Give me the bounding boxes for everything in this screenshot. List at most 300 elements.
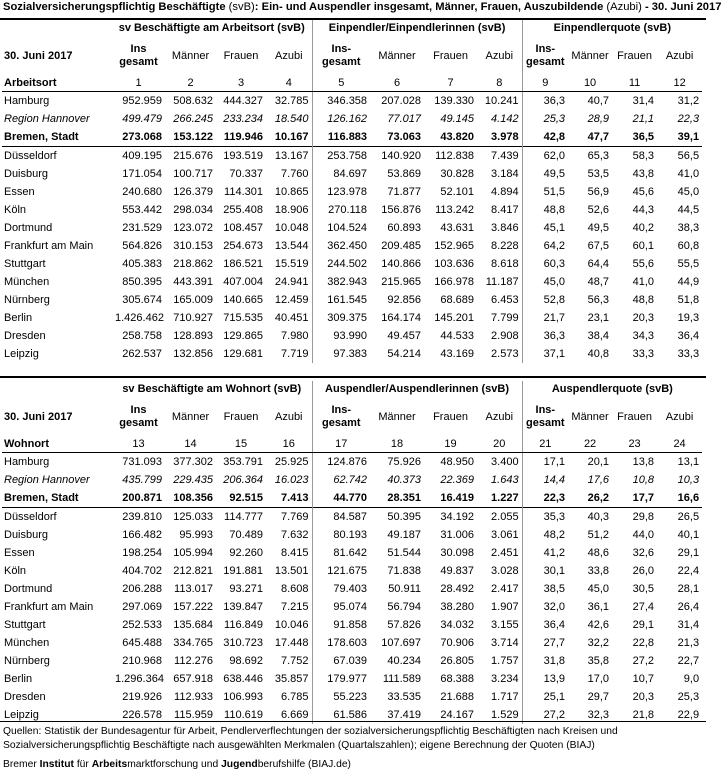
table-cell: 209.485 — [381, 240, 422, 252]
table-cell: 10.241 — [484, 95, 519, 107]
table-cell: 135.684 — [173, 619, 213, 631]
table-cell: 34,3 — [632, 330, 655, 342]
table-cell: 21.688 — [440, 691, 475, 703]
table-cell: 48,2 — [522, 526, 568, 544]
table-cell: 113.242 — [435, 204, 475, 216]
table-cell: 53,5 — [587, 168, 610, 180]
table-cell: 3.061 — [491, 529, 519, 541]
table-cell: 26,0 — [632, 565, 655, 577]
table-cell: 31,8 — [522, 652, 568, 670]
table-cell: 334.765 — [173, 637, 213, 649]
table-cell: 48.950 — [440, 456, 475, 468]
column-header: Männer — [171, 49, 210, 62]
column-header: Ins- gesamt — [522, 37, 568, 75]
table-row — [2, 219, 702, 237]
table-cell: 128.893 — [173, 330, 213, 342]
table-cell: 6.669 — [280, 709, 309, 721]
table-cell: 7.719 — [281, 348, 309, 360]
table-cell: 61.586 — [312, 706, 370, 724]
table-cell: 115.959 — [174, 709, 213, 721]
table-cell: 191.881 — [223, 565, 263, 577]
table-cell: 48,7 — [587, 276, 610, 288]
table-cell: 16,6 — [677, 492, 700, 504]
table-cell: 178.603 — [312, 634, 370, 652]
table-cell: 38,4 — [587, 330, 610, 342]
table-cell: 107.697 — [381, 637, 422, 649]
row-label: Frankfurt am Main — [4, 240, 94, 252]
column-number: 12 — [657, 75, 702, 92]
table-cell: 34.032 — [440, 619, 475, 631]
group1-header: sv Beschäftigte am Arbeitsort (svB) — [118, 22, 305, 34]
institute-credit: Bremer Institut für Arbeitsmarktforschung und Jugendberufshilfe (BIAJ.de) — [3, 759, 351, 770]
group3-header: Auspendlerquote (svB) — [522, 381, 702, 398]
wohnort-table — [2, 381, 702, 724]
table-cell: 206.364 — [223, 474, 263, 486]
table-cell: 35,8 — [587, 655, 610, 667]
source-note — [3, 725, 618, 753]
table-cell: 19,3 — [677, 312, 700, 324]
table-cell: 305.674 — [122, 294, 162, 306]
table-cell: 15.519 — [274, 258, 309, 270]
column-header: Männer — [571, 49, 609, 62]
table-cell: 266.245 — [173, 113, 213, 125]
table-cell: 70.337 — [229, 168, 263, 180]
date-label: 30. Juni 2017 — [4, 410, 73, 423]
row-label: Hamburg — [4, 456, 50, 468]
table-cell: 26.805 — [440, 655, 475, 667]
row-label: Dortmund — [4, 583, 53, 595]
title-mid: : Ein- und Auspendler insgesamt, Männer, Frauen, Auszubildende — [254, 1, 604, 13]
table-cell: 153.122 — [173, 131, 213, 143]
table-row — [2, 147, 702, 166]
table-cell: 553.442 — [122, 204, 162, 216]
table-cell: 21,7 — [522, 309, 568, 327]
table-cell: 31,2 — [677, 95, 700, 107]
table-cell: 20,1 — [587, 456, 610, 468]
table-cell: 41,0 — [677, 168, 700, 180]
row-label: Nürnberg — [4, 655, 50, 667]
column-header: Ins- gesamt — [312, 398, 370, 436]
table-cell: 33,3 — [677, 348, 700, 360]
column-number: 13 — [112, 436, 165, 453]
table-cell: 55,6 — [632, 258, 655, 270]
table-cell: 7.760 — [281, 168, 309, 180]
table-cell: 64,2 — [522, 237, 568, 255]
table-cell: 16.419 — [440, 492, 475, 504]
arbeitsort-table — [2, 20, 702, 363]
column-number: 17 — [312, 436, 370, 453]
row-label: Hamburg — [4, 95, 50, 107]
table-cell: 3.028 — [491, 565, 519, 577]
column-header: Frauen — [617, 410, 652, 423]
table-cell: 193.519 — [216, 147, 266, 166]
table-cell: 31.006 — [440, 529, 475, 541]
table-cell: 239.810 — [112, 508, 165, 527]
row-label: Essen — [4, 186, 35, 198]
table-row — [2, 327, 702, 345]
table-cell: 71.838 — [387, 565, 422, 577]
table-cell: 112.838 — [424, 147, 477, 166]
table-cell: 409.195 — [112, 147, 165, 166]
table-cell: 382.943 — [312, 273, 370, 291]
table-row — [2, 201, 702, 219]
table-cell: 2.573 — [491, 348, 519, 360]
table-row — [2, 634, 702, 652]
table-cell: 362.450 — [312, 237, 370, 255]
table-cell: 22,3 — [522, 489, 568, 508]
table-cell: 6.785 — [280, 691, 309, 703]
table-cell: 36,4 — [522, 616, 568, 634]
table-cell: 49.145 — [440, 113, 475, 125]
column-number: 21 — [522, 436, 568, 453]
table-cell: 3.234 — [491, 673, 519, 685]
column-number: 22 — [568, 436, 612, 453]
column-number-row — [2, 436, 702, 453]
table-cell: 252.533 — [122, 619, 162, 631]
column-header-row — [2, 398, 702, 436]
arbeitsort-body — [2, 20, 702, 363]
table-cell: 297.069 — [122, 601, 162, 613]
column-header: Männer — [571, 410, 609, 423]
table-cell: 37,1 — [522, 345, 568, 363]
table-cell: 7.769 — [266, 508, 312, 527]
table-cell: 2.451 — [491, 547, 519, 559]
table-row — [2, 508, 702, 527]
table-cell: 25,3 — [677, 691, 700, 703]
row-label: Köln — [4, 565, 27, 577]
row-label: Düsseldorf — [2, 508, 112, 527]
table-cell: 157.222 — [173, 601, 213, 613]
table-cell: 29,8 — [612, 508, 657, 527]
table-cell: 45,0 — [587, 583, 610, 595]
table-row — [2, 165, 702, 183]
table-cell: 32,2 — [587, 637, 610, 649]
table-cell: 111.589 — [382, 673, 422, 685]
table-cell: 84.587 — [312, 508, 370, 527]
row-label: Essen — [4, 547, 35, 559]
table-cell: 229.435 — [173, 474, 213, 486]
table-cell: 56,3 — [587, 294, 610, 306]
column-header: Männer — [171, 410, 210, 423]
table-cell: 23,1 — [587, 312, 610, 324]
table-cell: 17,6 — [587, 474, 610, 486]
column-number: 18 — [370, 436, 424, 453]
column-header: Frauen — [223, 410, 259, 423]
column-header: Azubi — [275, 49, 303, 62]
row-label: Nürnberg — [4, 294, 50, 306]
table-cell: 29,7 — [587, 691, 610, 703]
table-cell: 7.980 — [281, 330, 309, 342]
table-cell: 51.544 — [387, 547, 422, 559]
table-cell: 28.492 — [440, 583, 475, 595]
table-cell: 110.619 — [224, 709, 263, 721]
column-header: Ins- gesamt — [522, 398, 568, 436]
table-cell: 13.501 — [274, 565, 309, 577]
table-cell: 13,8 — [632, 456, 655, 468]
table-cell: 2.417 — [491, 583, 519, 595]
table-cell: 62,0 — [522, 147, 568, 166]
table-cell: 44.770 — [312, 489, 370, 508]
table-cell: 8.618 — [491, 258, 519, 270]
row-label: Region Hannover — [4, 474, 90, 486]
table-cell: 16.023 — [274, 474, 309, 486]
table-cell: 145.201 — [434, 312, 475, 324]
table-cell: 50.911 — [388, 583, 422, 595]
table-cell: 3.400 — [491, 456, 519, 468]
table-cell: 21,1 — [632, 113, 655, 125]
wohnort-body — [2, 381, 702, 724]
table-cell: 407.004 — [223, 276, 263, 288]
table-cell: 7.632 — [280, 529, 309, 541]
table-cell: 36,5 — [632, 131, 655, 143]
page-title — [3, 1, 721, 13]
table-cell: 123.978 — [312, 183, 370, 201]
section-rule — [0, 376, 706, 378]
table-cell: 22,7 — [677, 655, 700, 667]
table-cell: 55.223 — [312, 688, 370, 706]
table-cell: 164.174 — [381, 312, 422, 324]
table-cell: 57.826 — [387, 619, 422, 631]
table-cell: 97.383 — [312, 345, 370, 363]
table-cell: 22,8 — [632, 637, 655, 649]
table-cell: 638.446 — [223, 673, 263, 685]
table-cell: 657.918 — [173, 673, 213, 685]
table-cell: 40,7 — [587, 95, 610, 107]
table-cell: 49,5 — [522, 165, 568, 183]
table-cell: 35,3 — [522, 508, 568, 527]
table-cell: 79.403 — [312, 580, 370, 598]
table-cell: 20,3 — [632, 312, 655, 324]
table-cell: 244.502 — [312, 255, 370, 273]
table-cell: 166.482 — [122, 529, 162, 541]
table-cell: 353.791 — [223, 456, 263, 468]
table-cell: 22.369 — [440, 474, 475, 486]
table-cell: 1.426.462 — [115, 312, 164, 324]
table-cell: 112.276 — [174, 655, 213, 667]
column-number: 4 — [266, 75, 312, 92]
table-cell: 40,2 — [632, 222, 655, 234]
group2-header: Einpendler/Einpendlerinnen (svB) — [312, 20, 522, 37]
table-cell: 240.680 — [122, 186, 162, 198]
table-cell: 10.046 — [274, 619, 309, 631]
table-cell: 112.933 — [174, 691, 213, 703]
table-cell: 68.689 — [440, 294, 475, 306]
table-cell: 270.118 — [312, 201, 370, 219]
table-cell: 152.965 — [434, 240, 475, 252]
table-cell: 41,0 — [632, 276, 655, 288]
table-cell: 18.906 — [274, 204, 309, 216]
table-cell: 14,4 — [522, 471, 568, 489]
table-cell: 52,6 — [587, 204, 610, 216]
table-cell: 377.302 — [173, 456, 213, 468]
column-number: 6 — [370, 75, 424, 92]
row-label: Duisburg — [4, 529, 49, 541]
table-cell: 77.017 — [387, 113, 422, 125]
table-cell: 124.876 — [312, 453, 370, 472]
table-cell: 45,6 — [632, 186, 655, 198]
table-cell: 161.545 — [312, 291, 370, 309]
table-cell: 68.388 — [440, 673, 475, 685]
table-cell: 30.828 — [440, 168, 475, 180]
table-cell: 171.054 — [122, 168, 162, 180]
table-cell: 139.330 — [434, 95, 475, 107]
table-cell: 43.820 — [440, 131, 475, 143]
column-number: 9 — [522, 75, 568, 92]
table-cell: 50.395 — [370, 508, 424, 527]
column-number: 16 — [266, 436, 312, 453]
table-cell: 10.167 — [274, 131, 309, 143]
table-cell: 310.723 — [223, 637, 263, 649]
table-row — [2, 598, 702, 616]
table-cell: 92.260 — [229, 547, 263, 559]
table-cell: 25.925 — [274, 456, 309, 468]
table-cell: 34.192 — [424, 508, 477, 527]
table-row — [2, 616, 702, 634]
table-cell: 30,5 — [632, 583, 655, 595]
table-cell: 32,0 — [522, 598, 568, 616]
table-cell: 45,1 — [522, 219, 568, 237]
table-cell: 27,7 — [522, 634, 568, 652]
table-cell: 207.028 — [381, 95, 422, 107]
table-cell: 215.676 — [165, 147, 216, 166]
table-cell: 12.459 — [274, 294, 309, 306]
table-cell: 731.093 — [122, 456, 162, 468]
row-label: Stuttgart — [4, 619, 46, 631]
column-number: 2 — [165, 75, 216, 92]
table-row — [2, 345, 702, 363]
table-cell: 17,7 — [632, 492, 655, 504]
table-cell: 28,9 — [587, 113, 610, 125]
table-cell: 26,2 — [587, 492, 610, 504]
table-cell: 31,4 — [632, 95, 655, 107]
row-label: Frankfurt am Main — [4, 601, 94, 613]
table-cell: 125.033 — [165, 508, 216, 527]
table-cell: 139.847 — [223, 601, 263, 613]
table-cell: 140.665 — [223, 294, 263, 306]
table-cell: 39,1 — [677, 131, 700, 143]
table-cell: 84.697 — [312, 165, 370, 183]
table-cell: 55,5 — [677, 258, 700, 270]
table-cell: 850.395 — [122, 276, 162, 288]
table-cell: 42,6 — [587, 619, 610, 631]
row-label: Berlin — [4, 673, 33, 685]
table-cell: 38.280 — [440, 601, 475, 613]
table-cell: 710.927 — [173, 312, 213, 324]
table-cell: 40,3 — [568, 508, 612, 527]
table-cell: 22,3 — [677, 113, 700, 125]
table-cell: 92.856 — [387, 294, 422, 306]
group-header-row — [2, 20, 702, 37]
table-cell: 7.799 — [491, 312, 519, 324]
table-row — [2, 92, 702, 111]
table-cell: 105.994 — [173, 547, 213, 559]
table-cell: 22,4 — [677, 565, 700, 577]
row-label: Bremen, Stadt — [4, 492, 79, 504]
table-cell: 6.453 — [491, 294, 519, 306]
table-cell: 123.072 — [173, 222, 213, 234]
table-cell: 40,8 — [587, 348, 610, 360]
table-cell: 49,5 — [587, 222, 610, 234]
table-cell: 27,2 — [522, 706, 568, 724]
table-cell: 38,5 — [522, 580, 568, 598]
column-number: 1 — [112, 75, 165, 92]
table-cell: 114.301 — [224, 186, 263, 198]
table-cell: 40.373 — [387, 474, 422, 486]
table-cell: 30,1 — [522, 562, 568, 580]
table-cell: 71.877 — [387, 186, 422, 198]
table-cell: 126.379 — [173, 186, 213, 198]
column-header: Azubi — [485, 49, 514, 62]
column-number: 10 — [568, 75, 612, 92]
table-cell: 28.351 — [387, 492, 422, 504]
table-cell: 103.636 — [434, 258, 475, 270]
column-header: Frauen — [223, 49, 259, 62]
table-cell: 1.757 — [491, 655, 519, 667]
column-number: 24 — [657, 436, 702, 453]
table-cell: 25,1 — [522, 688, 568, 706]
table-cell: 67,5 — [587, 240, 610, 252]
table-cell: 44,0 — [632, 529, 655, 541]
table-cell: 27,2 — [632, 655, 655, 667]
table-cell: 60.893 — [387, 222, 422, 234]
table-cell: 206.288 — [122, 583, 162, 595]
table-cell: 13.167 — [266, 147, 312, 166]
table-cell: 49.837 — [440, 565, 475, 577]
table-cell: 95.993 — [179, 529, 213, 541]
row-label: Leipzig — [4, 348, 39, 360]
row-label: Duisburg — [4, 168, 49, 180]
row-label: Leipzig — [4, 709, 39, 721]
column-header: Ins gesamt — [119, 43, 158, 68]
table-cell: 258.758 — [122, 330, 162, 342]
table-cell: 43,8 — [632, 168, 655, 180]
table-cell: 37.419 — [387, 709, 422, 721]
table-cell: 93.271 — [229, 583, 263, 595]
source-line-1: Quellen: Statistik der Bundesagentur für Arbeit, Pendlerverflechtungen der sozialversicherungspflichtig Beschäftigten nach Kreisen und — [3, 726, 618, 737]
table-cell: 70.906 — [440, 637, 475, 649]
table-row — [2, 580, 702, 598]
table-cell: 3.846 — [491, 222, 519, 234]
column-header: Männer — [378, 49, 416, 62]
table-cell: 93.990 — [312, 327, 370, 345]
table-row — [2, 688, 702, 706]
table-cell: 508.632 — [173, 95, 213, 107]
table-cell: 58,3 — [612, 147, 657, 166]
column-number: 3 — [216, 75, 266, 92]
column-header: Frauen — [433, 49, 468, 62]
table-cell: 40.451 — [274, 312, 309, 324]
row-label: München — [4, 276, 50, 288]
table-cell: 100.717 — [173, 168, 213, 180]
table-cell: 17,1 — [522, 453, 568, 472]
column-number: 7 — [424, 75, 477, 92]
footer-rule — [0, 721, 706, 722]
table-cell: 1.296.364 — [115, 673, 164, 685]
table-cell: 32,3 — [587, 709, 610, 721]
row-label: München — [4, 637, 50, 649]
table-cell: 1.529 — [491, 709, 519, 721]
table-cell: 645.488 — [122, 637, 162, 649]
table-cell: 309.375 — [312, 309, 370, 327]
column-header: Azubi — [665, 410, 694, 423]
table-cell: 3.155 — [491, 619, 519, 631]
table-cell: 60,1 — [632, 240, 655, 252]
table-cell: 49.187 — [387, 529, 422, 541]
table-cell: 95.074 — [312, 598, 370, 616]
table-cell: 210.968 — [122, 655, 162, 667]
table-cell: 45,0 — [677, 186, 700, 198]
table-cell: 17,0 — [587, 673, 610, 685]
